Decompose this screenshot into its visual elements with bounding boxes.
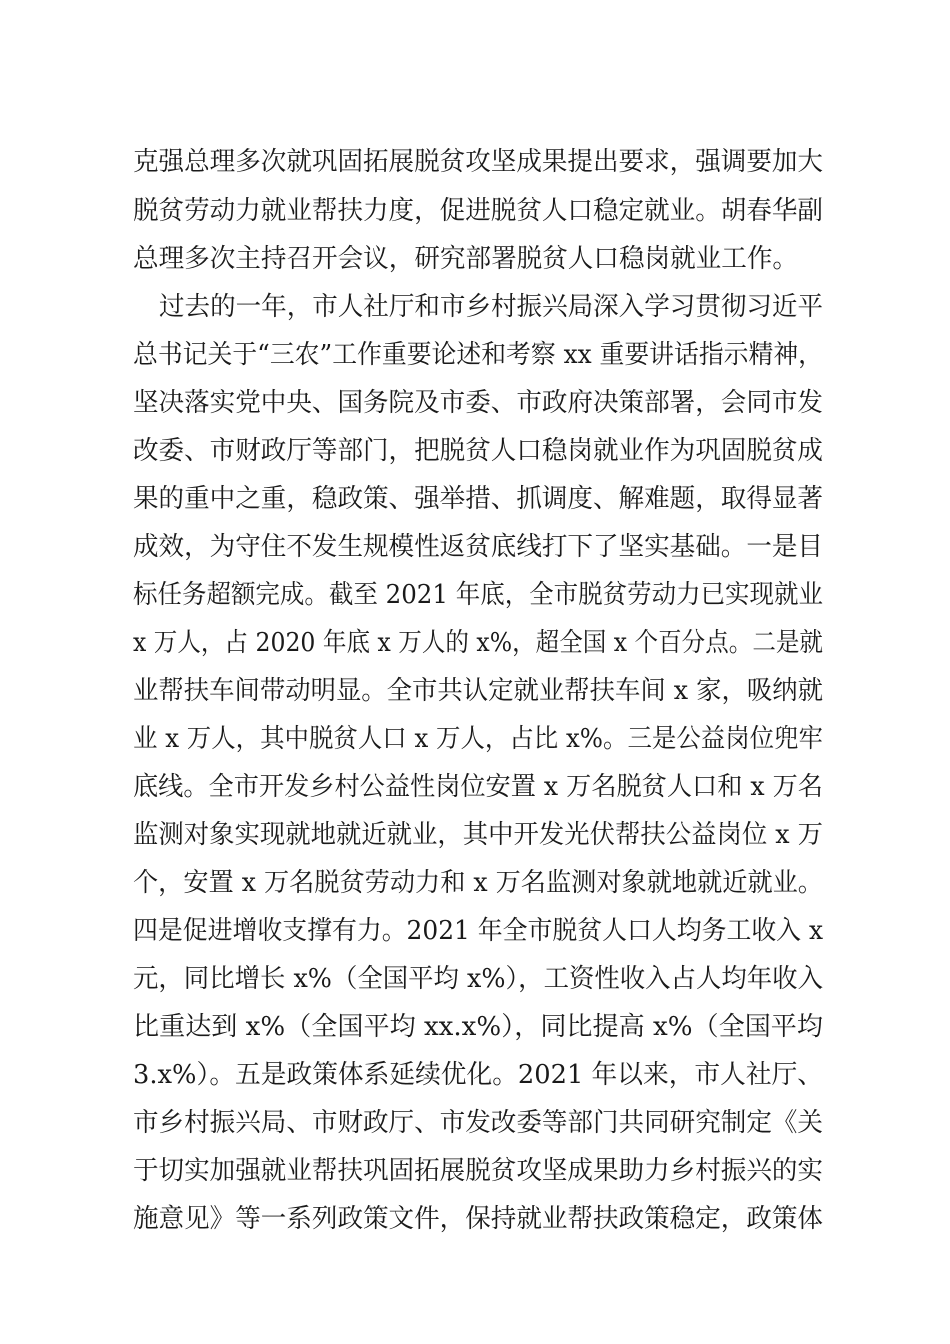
line-text: 克强总理多次就巩固拓展脱贫攻坚成果提出要求，强调要加大: [133, 147, 823, 177]
text-line-9: [0, 525, 950, 569]
text-line-21: [0, 1101, 950, 1145]
line-text: 果的重中之重，稳政策、强举措、抓调度、解难题，取得显著: [133, 484, 823, 514]
line-text: 成效，为守住不发生规模性返贫底线打下了坚实基础。一是目: [133, 532, 823, 562]
line-text: 于切实加强就业帮扶巩固拓展脱贫攻坚成果助力乡村振兴的实: [133, 1156, 823, 1186]
line-text: 过去的一年，市人社厅和市乡村振兴局深入学习贯彻习近平: [159, 292, 823, 322]
text-line-13: [0, 717, 950, 761]
line-text: 坚决落实党中央、国务院及市委、市政府决策部署，会同市发: [133, 388, 823, 418]
text-line-4: [0, 285, 950, 329]
line-text: 总书记关于“三农”工作重要论述和考察 xx 重要讲话指示精神，: [133, 340, 823, 370]
text-line-16: [0, 861, 950, 905]
text-line-19: [0, 1005, 950, 1049]
text-line-11: [0, 621, 950, 665]
line-text: 四是促进增收支撑有力。2021 年全市脱贫人口人均务工收入 x: [133, 916, 823, 946]
text-line-15: [0, 813, 950, 857]
line-text: 改委、市财政厅等部门，把脱贫人口稳岗就业作为巩固脱贫成: [133, 436, 823, 466]
text-line-7: [0, 429, 950, 473]
line-text: 业帮扶车间带动明显。全市共认定就业帮扶车间 x 家，吸纳就: [133, 676, 823, 706]
text-line-18: [0, 957, 950, 1001]
line-text: 监测对象实现就地就近就业，其中开发光伏帮扶公益岗位 x 万: [133, 820, 823, 850]
line-text: 总理多次主持召开会议，研究部署脱贫人口稳岗就业工作。: [133, 244, 798, 274]
text-line-22: [0, 1149, 950, 1193]
text-line-12: [0, 669, 950, 713]
text-line-8: [0, 477, 950, 521]
line-text: 施意见》等一系列政策文件，保持就业帮扶政策稳定，政策体: [133, 1204, 823, 1234]
line-text: 市乡村振兴局、市财政厅、市发改委等部门共同研究制定《关: [133, 1108, 823, 1138]
line-text: 脱贫劳动力就业帮扶力度，促进脱贫人口稳定就业。胡春华副: [133, 196, 823, 226]
line-text: 标任务超额完成。截至 2021 年底，全市脱贫劳动力已实现就业: [133, 580, 823, 610]
line-text: 3.x%）。五是政策体系延续优化。2021 年以来，市人社厅、: [133, 1060, 823, 1090]
line-text: 个，安置 x 万名脱贫劳动力和 x 万名监测对象就地就近就业。: [133, 868, 823, 898]
text-line-5: [0, 333, 950, 377]
text-line-2: [0, 189, 950, 233]
text-line-20: [0, 1053, 950, 1097]
line-text: 业 x 万人，其中脱贫人口 x 万人，占比 x%。三是公益岗位兜牢: [133, 724, 823, 754]
line-text: 底线。全市开发乡村公益性岗位安置 x 万名脱贫人口和 x 万名: [133, 772, 823, 802]
line-text: 比重达到 x%（全国平均 xx.x%），同比提高 x%（全国平均: [133, 1012, 823, 1042]
line-text: x 万人，占 2020 年底 x 万人的 x%，超全国 x 个百分点。二是就: [133, 628, 823, 658]
text-line-6: [0, 381, 950, 425]
text-line-3: [0, 237, 950, 281]
text-line-10: [0, 573, 950, 617]
line-text: 元，同比增长 x%（全国平均 x%），工资性收入占人均年收入: [133, 964, 823, 994]
text-line-23: [0, 1197, 950, 1241]
text-line-14: [0, 765, 950, 809]
text-line-1: [0, 140, 950, 184]
text-line-17: [0, 909, 950, 953]
